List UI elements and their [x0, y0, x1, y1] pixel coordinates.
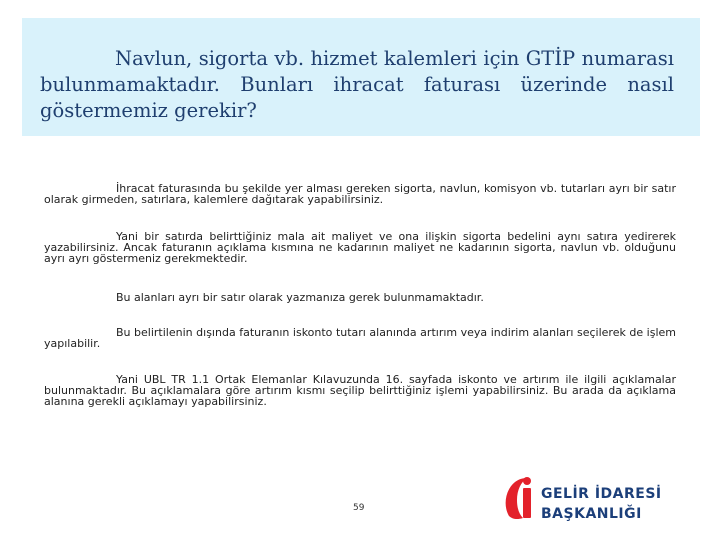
logo-line-1: GELİR İDARESİ — [541, 486, 662, 502]
paragraph-2-text: Yani bir satırda belirttiğiniz mala ait maliyet ve ona ilişkin sigorta bedelini aynı satıra yedirerek yazabilirsiniz. Ancak faturanın açıklama kısmına ne kadarının maliyet ne kadarının sigorta, navlun vb. olduğunu ayrı ayrı göstermeniz gerekmektedir. — [44, 230, 676, 265]
page-number: 59 — [353, 503, 365, 513]
paragraph-3-text: Bu alanları ayrı bir satır olarak yazmanıza gerek bulunmamaktadır. — [116, 291, 484, 304]
paragraph-4 — [44, 327, 676, 349]
logo-line-2: BAŞKANLIĞI — [541, 506, 642, 522]
gib-logo — [503, 472, 662, 528]
paragraph-1-text: İhracat faturasında bu şekilde yer alması gereken sigorta, navlun, komisyon vb. tutarları ayrı bir satır olarak girmeden, satırlara, kalemlere dağıtarak yapabilirsiniz. — [44, 182, 676, 206]
paragraph-5 — [44, 374, 676, 407]
slide-title — [40, 46, 674, 124]
paragraph-2 — [44, 231, 676, 264]
paragraph-3 — [44, 292, 676, 303]
gib-logo-icon — [503, 472, 535, 524]
title-line-3: göstermemiz gerekir? — [40, 99, 257, 122]
paragraph-1 — [44, 183, 676, 205]
paragraph-5-text: Yani UBL TR 1.1 Ortak Elemanlar Kılavuzunda 16. sayfada iskonto ve artırım ile ilgili açıklamalar bulunmaktadır. Bu açıklamalara göre artırım kısmı seçilip belirttiğiniz işlemi yapabilirsiniz. Bu arada da açıklama alanına gerekli açıklamayı yapabilirsiniz. — [44, 373, 676, 408]
title-line-1: Navlun, sigorta vb. hizmet kalemleri için GTİP numarası — [115, 47, 674, 70]
title-line-2: bulunmamaktadır. Bunları ihracat faturası üzerinde nasıl — [40, 73, 674, 96]
paragraph-4-text: Bu belirtilenin dışında faturanın iskonto tutarı alanında artırım veya indirim alanları seçilerek de işlem yapılabilir. — [44, 326, 676, 350]
